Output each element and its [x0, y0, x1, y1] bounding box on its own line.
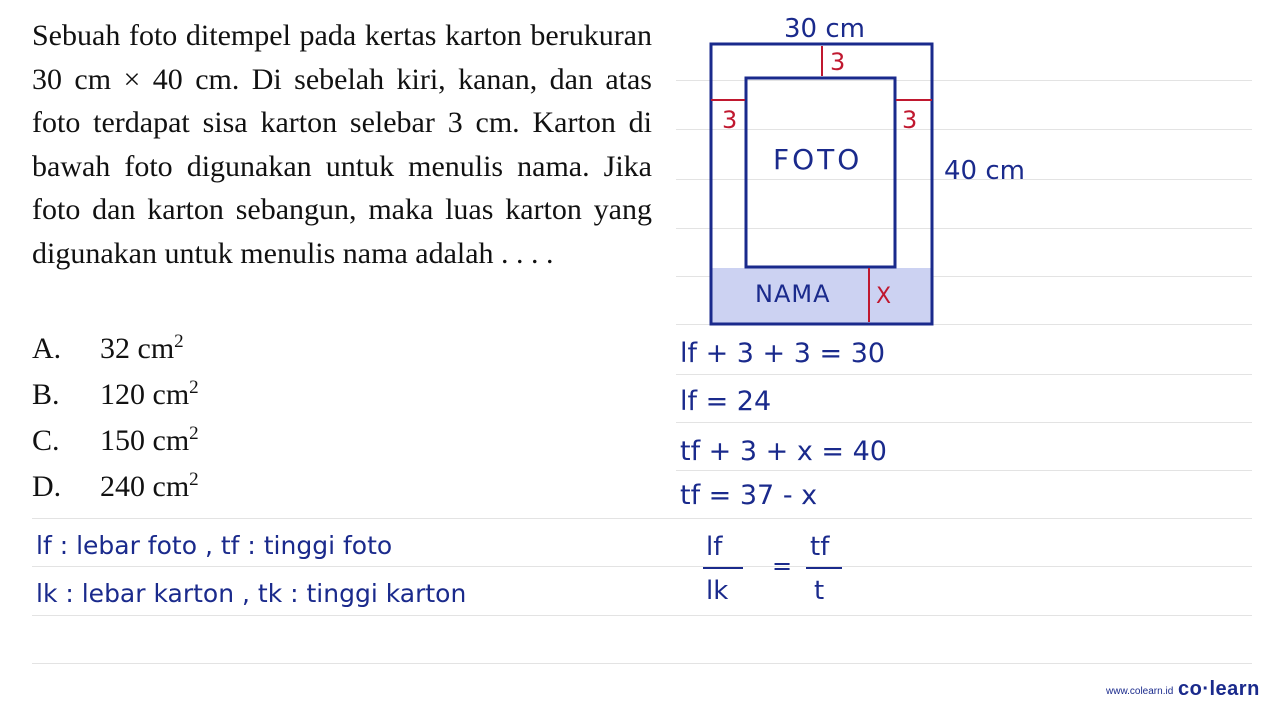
option-exponent: 2 — [189, 423, 199, 444]
ratio-numerator-right: tf — [810, 532, 830, 562]
top-gap-label: 3 — [830, 48, 846, 76]
option-letter: C. — [32, 424, 60, 457]
equation-3: tf + 3 + x = 40 — [680, 436, 887, 467]
note-karton: lk : lebar karton , tk : tinggi karton — [36, 579, 467, 608]
ratio-denominator-left: lk — [706, 576, 729, 606]
option-value: 120 cm — [100, 378, 190, 411]
fraction-bar — [806, 567, 842, 569]
ratio-numerator-left: lf — [706, 532, 723, 562]
footer-url[interactable]: www.colearn.id — [1106, 686, 1174, 697]
note-foto: lf : lebar foto , tf : tinggi foto — [36, 531, 393, 560]
photo-label: FOTO — [773, 143, 863, 176]
height-label: 40 cm — [944, 156, 1025, 186]
option-value: 32 cm — [100, 332, 175, 365]
ratio-equals: = — [772, 552, 793, 580]
name-label: NAMA — [755, 280, 831, 308]
option-letter: A. — [32, 332, 62, 365]
question-text: Sebuah foto ditempel pada kertas karton berukuran 30 cm × 40 cm. Di sebelah kiri, kanan, dan atas foto terdapat sisa karton selebar 3 cm. Karton di bawah foto digunakan untuk menulis nama. Jika foto dan karton sebangun, maka luas karton yang digunakan untuk menulis nama adalah . . . . — [32, 19, 652, 270]
fraction-bar — [703, 567, 743, 569]
equation-1: lf + 3 + 3 = 30 — [680, 338, 886, 369]
colearn-logo: co·learn — [1178, 678, 1260, 700]
ratio-denominator-right: t — [814, 576, 825, 606]
option-exponent: 2 — [189, 377, 199, 398]
option-letter: B. — [32, 378, 60, 411]
equation-4: tf = 37 - x — [680, 480, 818, 511]
x-label: X — [876, 284, 892, 309]
right-gap-label: 3 — [902, 106, 918, 134]
option-exponent: 2 — [174, 331, 184, 352]
left-gap-label: 3 — [722, 106, 738, 134]
option-value: 240 cm — [100, 470, 190, 503]
option-exponent: 2 — [189, 469, 199, 490]
width-label: 30 cm — [784, 14, 865, 44]
option-value: 150 cm — [100, 424, 190, 457]
option-letter: D. — [32, 470, 62, 503]
equation-2: lf = 24 — [680, 386, 772, 417]
